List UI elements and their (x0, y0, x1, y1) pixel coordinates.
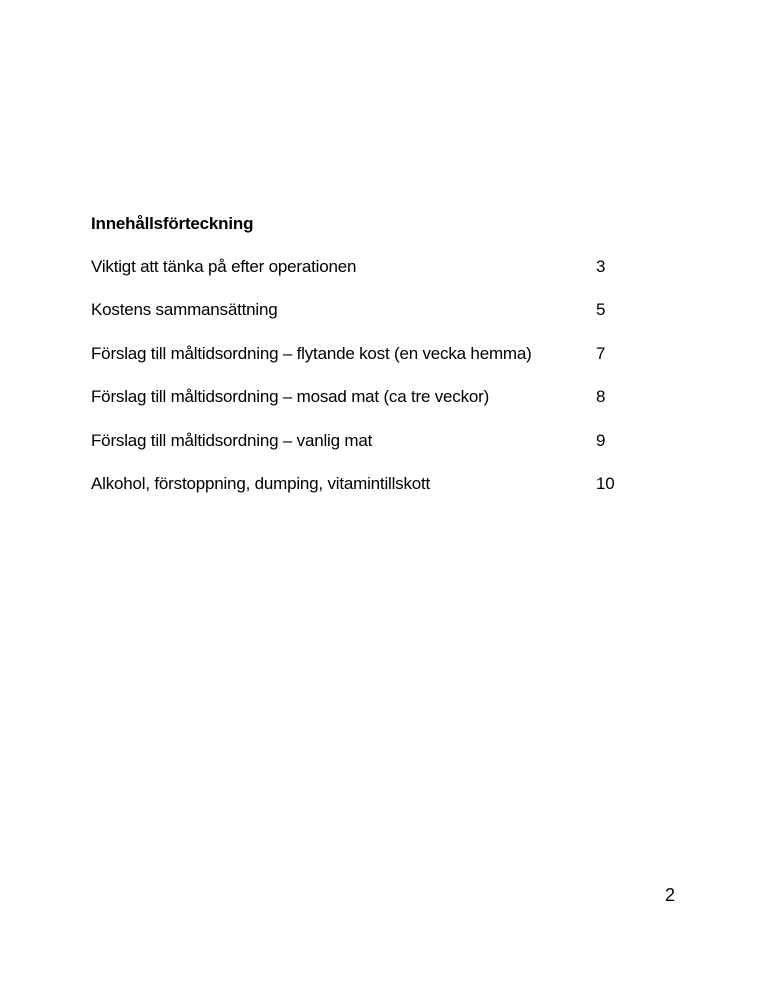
toc-entry-label: Förslag till måltidsordning – vanlig mat (91, 430, 373, 450)
toc-entry-label: Kostens sammansättning (91, 300, 278, 320)
toc-entry-label: Alkohol, förstoppning, dumping, vitamintillskott (91, 473, 431, 493)
toc-entry (91, 344, 631, 387)
toc-entry (91, 387, 631, 430)
toc-entry-label: Förslag till måltidsordning – mosad mat (ca tre veckor) (91, 387, 490, 407)
toc-entry-label: Förslag till måltidsordning – flytande kost (en vecka hemma) (91, 343, 532, 363)
toc-title: Innehållsförteckning (91, 214, 254, 233)
page-number: 2 (665, 885, 676, 905)
toc-entry-page: 9 (596, 430, 606, 450)
toc-entry (91, 474, 631, 517)
toc-entry (91, 257, 631, 300)
toc-list (91, 257, 631, 517)
toc-entry (91, 300, 631, 343)
toc-entry (91, 431, 631, 474)
toc-entry-page: 8 (596, 387, 606, 407)
toc-entry-label: Viktigt att tänka på efter operationen (91, 257, 357, 276)
toc-entry-page: 5 (596, 300, 606, 320)
toc-entry-page: 7 (596, 343, 606, 363)
toc-entry-page: 10 (596, 473, 615, 493)
toc-entry-page: 3 (596, 257, 606, 276)
